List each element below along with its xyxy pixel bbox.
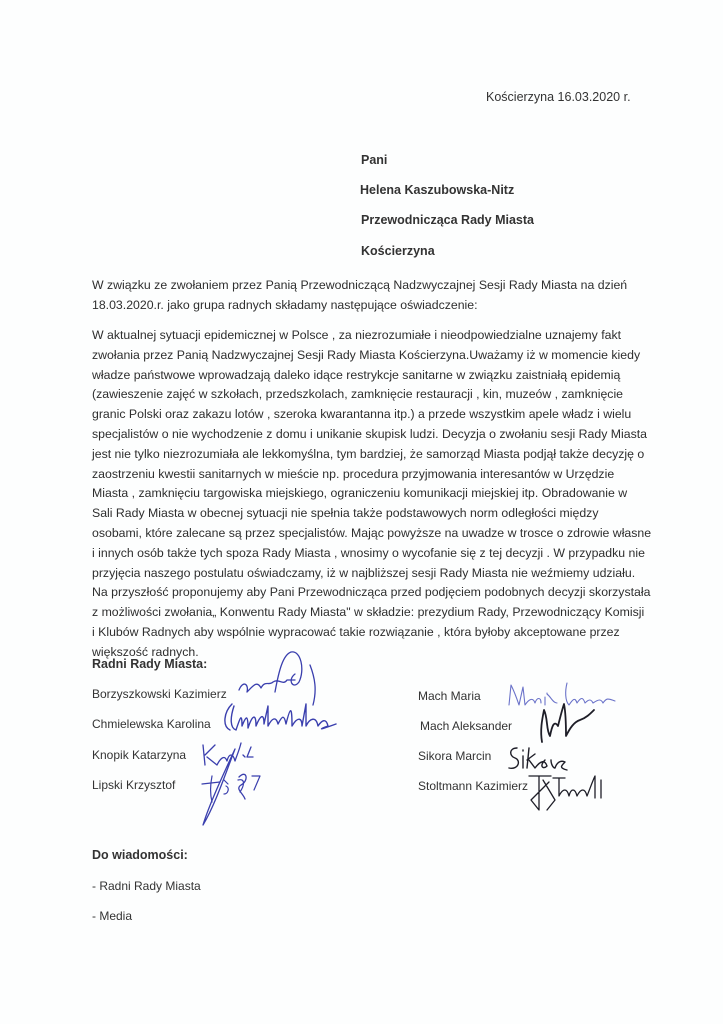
body-line: większość radnych.: [92, 644, 199, 659]
body-line: (zawieszenie zajęć w szkołach, przedszkolach, zamknięcie restauracji , kin, muzeów , zamknięcie: [92, 387, 624, 402]
signature-stoltmann: [525, 770, 625, 815]
body-line: W aktualnej sytuacji epidemicznej w Polsce , za niezrozumiałe i nieodpowiedzialne uznajemy fakt: [92, 328, 622, 342]
signatory-name: Mach Aleksander: [420, 719, 513, 733]
body-line: granic Polski oraz zakazu lotów , szeroka kwarantanna itp.) a przede wszystkim apele władz i wielu: [92, 407, 632, 422]
place-and-date: Kościerzyna 16.03.2020 r.: [486, 90, 631, 104]
statement-paragraph: [92, 326, 652, 663]
recipient-city: Kościerzyna: [361, 244, 435, 258]
signatory-name: Knopik Katarzyna: [92, 748, 187, 762]
intro-line: W związku ze zwołaniem przez Panią Przewodniczącą Nadzwyczajnej Sesji Rady Miasta na dzień: [92, 278, 628, 292]
body-line: jest nie tylko niezrozumiała ale lekkomyślna, tym bardziej, że samorząd Miasta podjął także decyzję o: [92, 446, 645, 461]
signatory-name: Stoltmann Kazimierz: [418, 779, 529, 793]
body-line: Miasta , zamknięciu targowiska miejskiego, ograniczeniu komunikacji miejskiej itp. Obradowanie w: [92, 486, 628, 501]
body-line: i innych osób także tych spoza Rady Miasta , wnosimy o wycofanie się z tej decyzji . W przypadku nie: [92, 545, 645, 560]
signatory-name: Lipski Krzysztof: [92, 778, 176, 792]
signature-lipski: [200, 770, 270, 810]
body-line: władze państwowe wprowadzają daleko idące restrykcje sanitarne w związku zaistniałą epidemią: [92, 367, 621, 382]
body-line: specjalistów o nie wychodzenie z domu i unikanie skupisk ludzi. Decyzja o zwołaniu sesji Rady Miasta: [92, 426, 647, 441]
body-line: przyjęcia naszego postulatu oświadczamy, iż w najbliższej sesji Rady Miasta nie weźmiemy udziału.: [92, 565, 636, 580]
body-line: osobami, które zalecane są przez specjalistów. Mając powyższe na uwadze w trosce o zdrowie własne: [92, 525, 652, 540]
signatory-name: Sikora Marcin: [418, 749, 492, 763]
signature-chmielewska: [218, 698, 348, 738]
cc-item: - Radni Rady Miasta: [92, 879, 201, 893]
body-line: i Klubów Radnych aby wspólnie wypracować takie rozwiązanie , która byłoby akceptowane przez: [92, 624, 620, 639]
recipient-position: Przewodnicząca Rady Miasta: [361, 213, 534, 227]
cc-heading: Do wiadomości:: [92, 848, 188, 862]
recipient-name: Helena Kaszubowska-Nitz: [360, 183, 515, 197]
signature-mach-aleksander: [530, 700, 600, 745]
signatory-name: Borzyszkowski Kazimierz: [92, 687, 227, 701]
body-line: z możliwości zwołania„ Konwentu Rady Miasta" w składzie: prezydium Rady, Przewodniczący Komisji: [92, 605, 645, 620]
body-line: Na przyszłość proponujemy aby Pani Przewodnicząca przed podjęciem podobnych decyzji skorzystała: [92, 585, 651, 600]
signatory-name: Chmielewska Karolina: [92, 717, 211, 731]
body-line: zaostrzeniu kwestii sanitarnych w mieście np. procedura przyjmowania interesantów w Urzędzie: [92, 466, 615, 481]
recipient-salutation: Pani: [361, 153, 388, 167]
signatories-heading: Radni Rady Miasta:: [92, 657, 208, 671]
intro-line: 18.03.2020.r. jako grupa radnych składamy następujące oświadczenie:: [92, 297, 478, 312]
signatory-name: Mach Maria: [418, 689, 481, 703]
body-line: zwołania przez Panią Nadzwyczajnej Sesji Rady Miasta Kościerzyna.Uważamy iż w momencie kiedy: [92, 347, 641, 362]
body-line: Sali Rady Miasta w obecnej sytuacji nie spełnia także podstawowych norm odległości między: [92, 506, 599, 521]
intro-paragraph: [92, 276, 652, 316]
cc-item: - Media: [92, 909, 133, 923]
